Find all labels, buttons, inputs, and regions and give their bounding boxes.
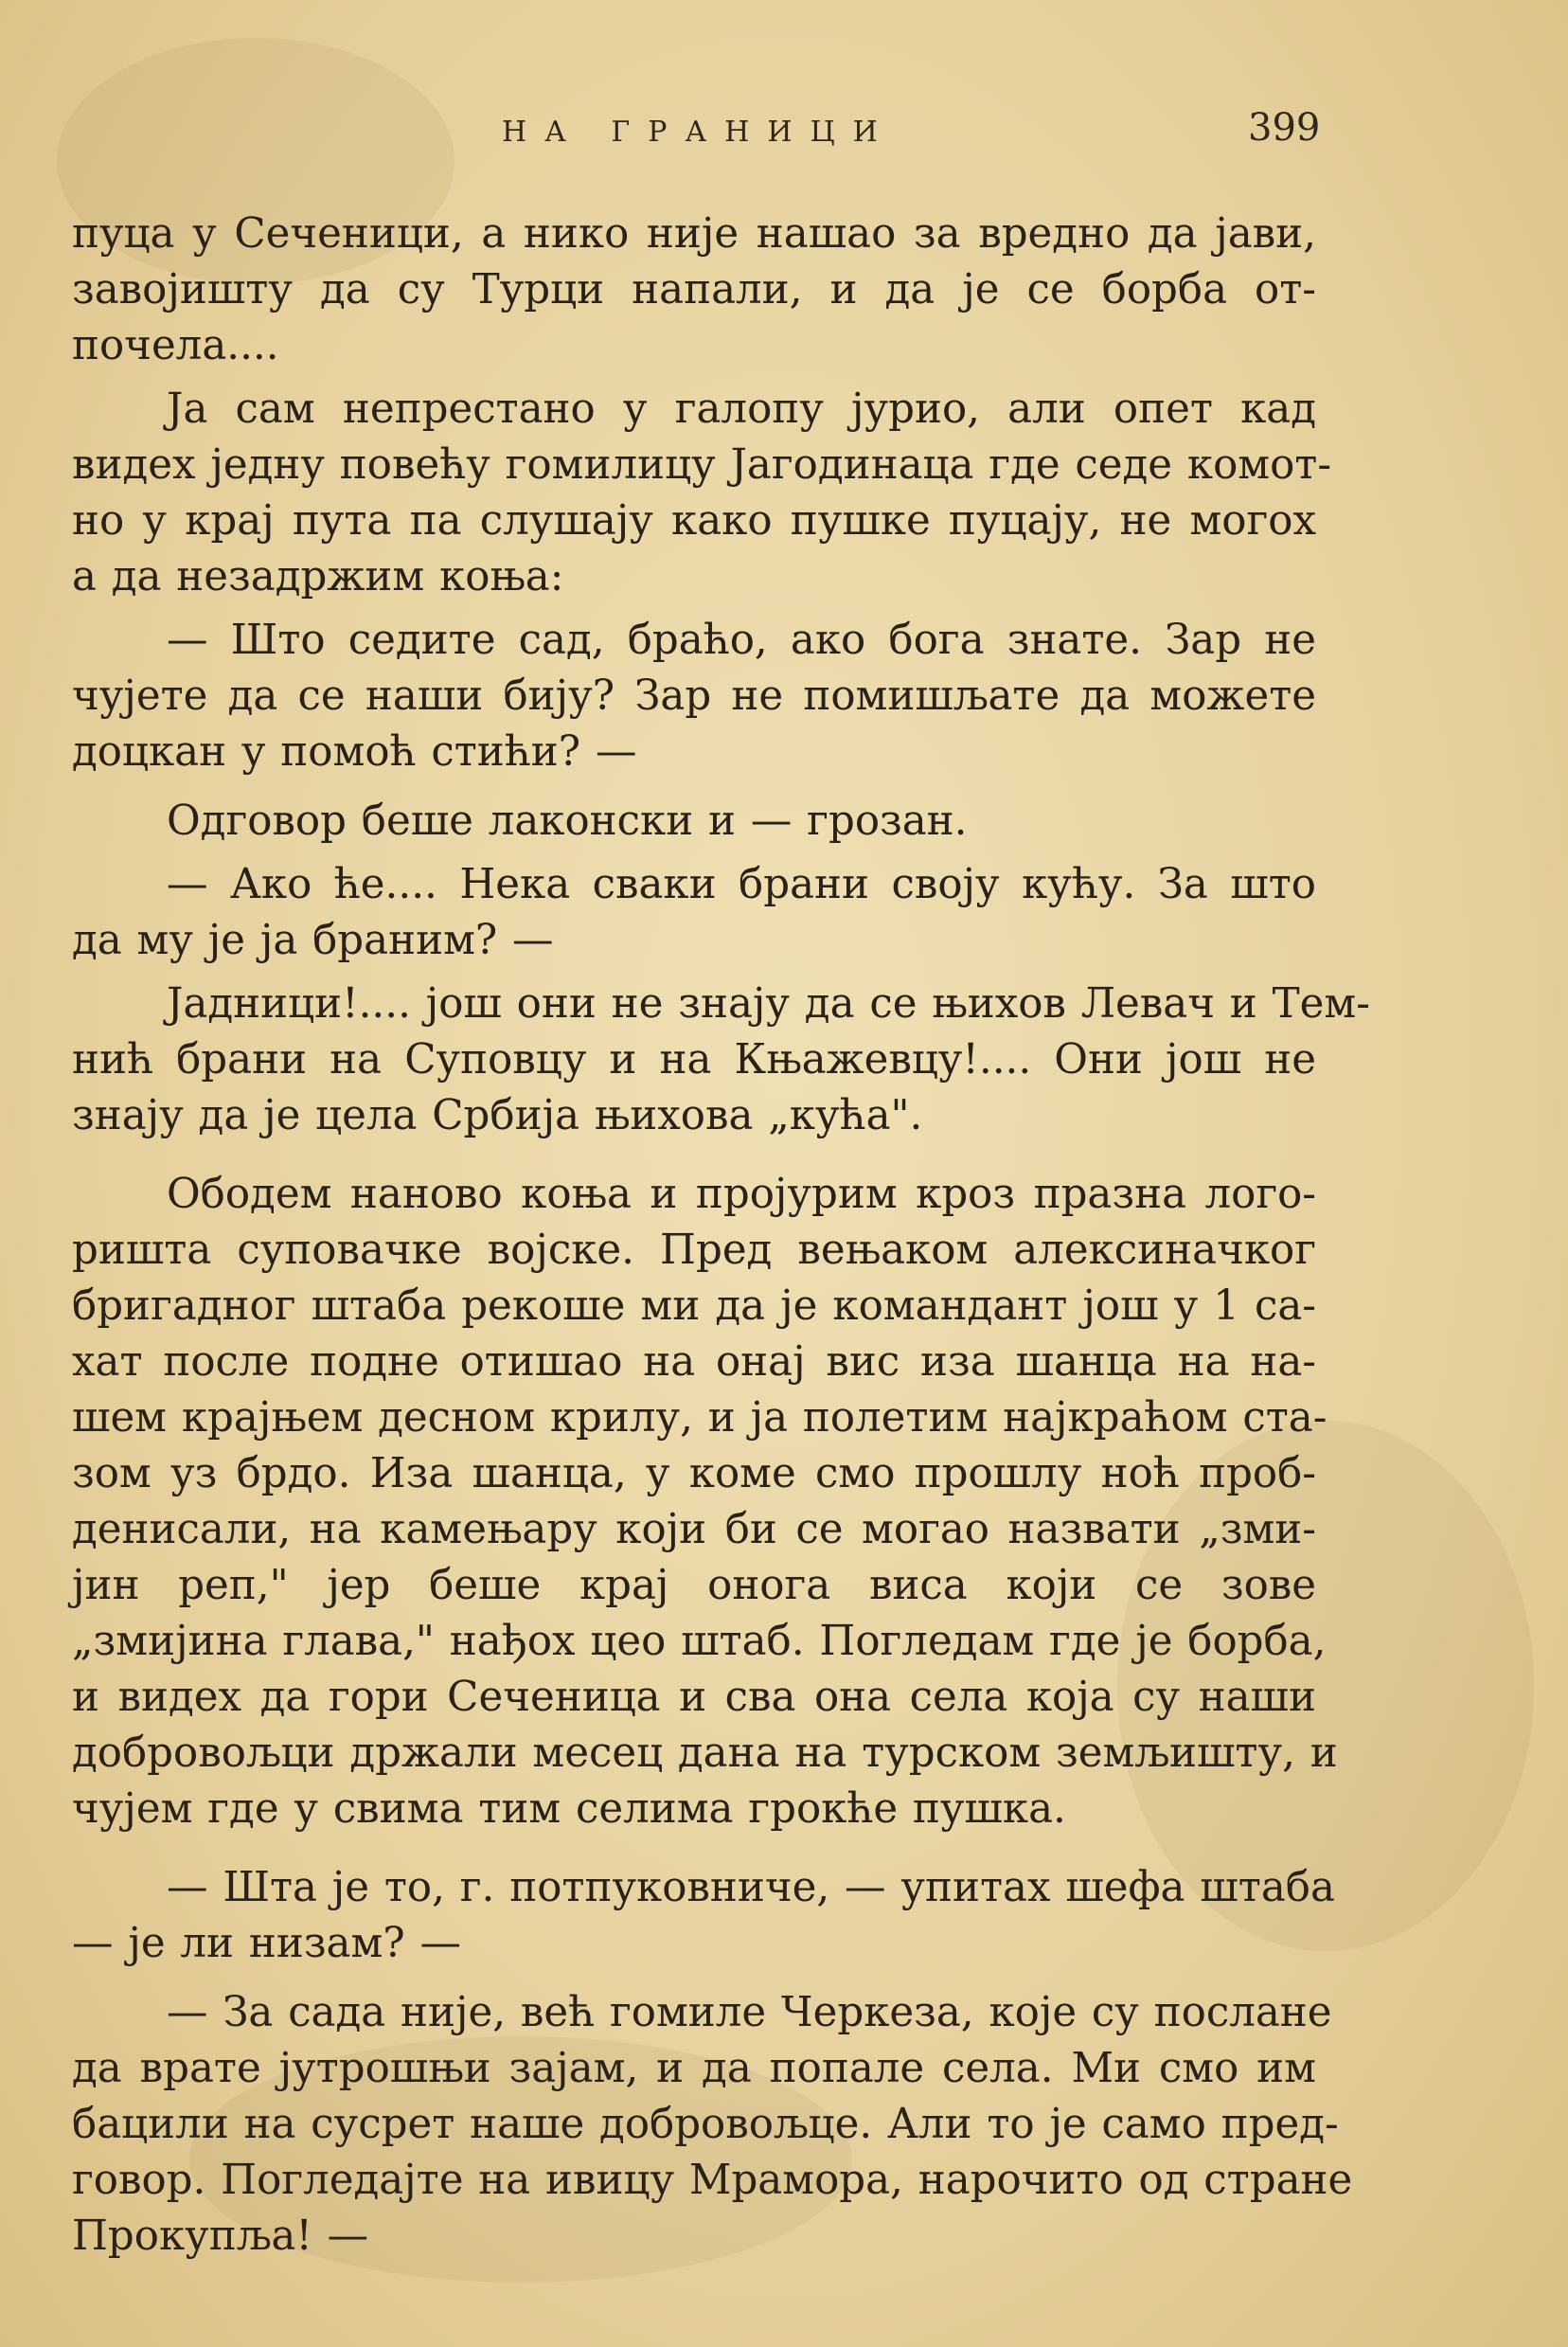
- text-line: денисали, на камењару који би се могао назвати „зми-: [72, 1506, 1316, 1553]
- text-line: шем крајњем десном крилу, и ја полетим најкраћом ста-: [72, 1394, 1327, 1442]
- text-line: чујем где у свима тим селима грокће пушка.: [72, 1785, 1066, 1833]
- paragraph: [72, 857, 1316, 969]
- text-line: — Шта је то, г. потпуковниче, — упитах шефа штаба: [167, 1864, 1335, 1911]
- text-line: јин реп," јер беше крај онога виса који се зове: [72, 1562, 1316, 1609]
- text-line: Ободем наново коња и пројурим кроз празна лого-: [167, 1171, 1316, 1218]
- text-line: почела....: [72, 322, 279, 369]
- text-line: Прокупља! —: [72, 2213, 369, 2260]
- text-line: говор. Погледајте на ивицу Мрамора, нарочито од стране: [72, 2157, 1353, 2204]
- text-line: и видех да гори Сеченица и сва она села која су наши: [72, 1674, 1316, 1721]
- paragraph: [72, 1167, 1338, 1837]
- text-line: видех једну повећу гомилицу Јагодинаца где седе комот-: [72, 441, 1332, 489]
- text-line: доцкан у помоћ стићи? —: [72, 728, 637, 776]
- text-line: бацили на сусрет наше добровољце. Али то је само пред-: [72, 2101, 1339, 2148]
- text-line: хат после подне отишао на онај вис иза шанца на на-: [72, 1338, 1316, 1386]
- text-line: Ја сам непрестано у галопу јурио, али опет кад: [167, 385, 1316, 433]
- text-line: бригадног штаба рекоше ми да је командант још у 1 са-: [72, 1282, 1316, 1330]
- running-head: [0, 106, 1568, 163]
- body-text: [72, 206, 1370, 2265]
- text-line: — је ли низам? —: [72, 1920, 461, 1967]
- text-line: — Што седите сад, браћо, ако бога знате. Зар не: [167, 617, 1316, 664]
- paragraph: [72, 976, 1370, 1144]
- text-line: а да незадржим коња:: [72, 553, 564, 600]
- text-line: пуца у Сеченици, а нико није нашао за вредно да јави,: [72, 210, 1316, 258]
- text-line: да врате јутрошњи зајам, и да попале села. Ми смо им: [72, 2045, 1316, 2092]
- text-line: Јадници!.... још они не знају да се њихов Левач и Тем-: [167, 980, 1370, 1028]
- page-number: 399: [1248, 106, 1321, 150]
- paragraph: [72, 1860, 1335, 1972]
- text-line: „змијина глава," нађох цео штаб. Погледам где је борба,: [72, 1618, 1327, 1665]
- text-line: нић брани на Суповцу и на Књажевцу!.... Они још не: [72, 1036, 1316, 1084]
- paragraph: [72, 382, 1332, 605]
- text-line: завојишту да су Турци напали, и да је се борба от-: [72, 266, 1316, 314]
- text-line: да му је ја браним? —: [72, 917, 554, 964]
- paragraph: [72, 206, 1316, 374]
- text-line: — За сада није, већ гомиле Черкеза, које су послане: [167, 1989, 1332, 2036]
- text-line: но у крај пута па слушају како пушке пуцају, не могох: [72, 497, 1316, 545]
- text-line: ришта суповачке војске. Пред вењаком алексиначког: [72, 1227, 1316, 1274]
- paragraph: [72, 613, 1316, 780]
- paragraph: [72, 1985, 1353, 2265]
- text-line: чујете да се наши бију? Зар не помишљате да можете: [72, 672, 1316, 720]
- text-line: знају да је цела Србија њихова „кућа".: [72, 1092, 923, 1139]
- paragraph: [72, 794, 1316, 850]
- running-title: НА ГРАНИЦИ: [502, 116, 896, 149]
- text-line: зом уз брдо. Иза шанца, у коме смо прошлу ноћ проб-: [72, 1450, 1316, 1497]
- text-line: Одговор беше лаконски и — грозан.: [167, 797, 968, 845]
- text-line: добровољци држали месец дана на турском земљишту, и: [72, 1729, 1338, 1777]
- text-line: — Ако ће.... Нека сваки брани своју кућу. За што: [167, 861, 1316, 908]
